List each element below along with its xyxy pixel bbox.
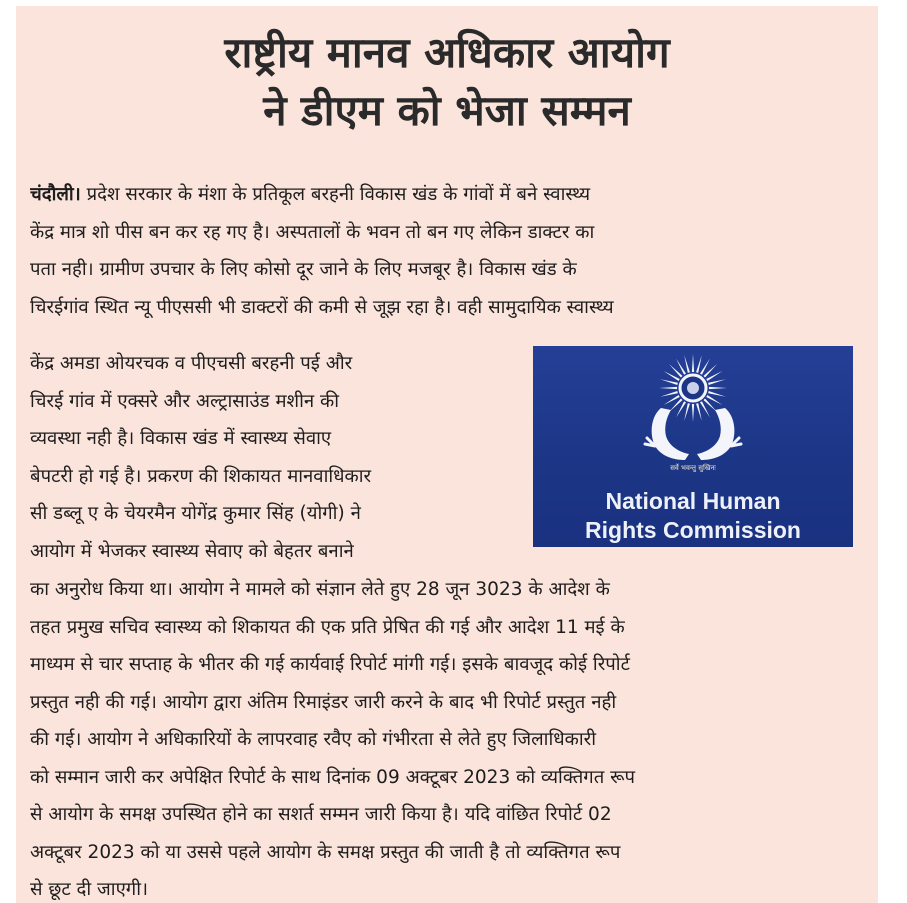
article-line: आयोग में भेजकर स्वास्थ्य सेवाए को बेहतर बनाने bbox=[30, 540, 354, 562]
sun-ray bbox=[708, 379, 726, 385]
article-paragraph-top bbox=[30, 176, 866, 326]
logo-name-line-2: Rights Commission bbox=[585, 517, 801, 543]
logo-name-line-1: National Human bbox=[605, 488, 781, 514]
sun-ray bbox=[696, 403, 702, 421]
newspaper-clipping bbox=[16, 6, 878, 903]
article-paragraph-wrapped bbox=[30, 345, 528, 570]
article-line: चिरई गांव में एक्सरे और अल्ट्रासाउंड मशीन की bbox=[30, 390, 340, 412]
sun-ray bbox=[708, 391, 726, 397]
article-line: बेपटरी हो गई है। प्रकरण की शिकायत मानवाधिकार bbox=[30, 465, 372, 487]
article-line: चिरईगांव स्थित न्यू पीएससी भी डाक्टरों की कमी से जूझ रहा है। वही सामुदायिक स्वास्थ्य bbox=[30, 296, 614, 318]
sun-ray bbox=[660, 391, 678, 397]
article-line: केंद्र अमडा ओयरचक व पीएचसी बरहनी पई और bbox=[30, 353, 353, 374]
article-line: पता नही। ग्रामीण उपचार के लिए कोसो दूर जाने के लिए मजबूर है। विकास खंड के bbox=[30, 259, 577, 280]
right-hand-icon bbox=[697, 408, 734, 460]
sun-ray bbox=[692, 354, 694, 372]
dateline: चंदौली। bbox=[30, 184, 81, 205]
left-hand-icon bbox=[652, 408, 689, 460]
article-line: की गई। आयोग ने अधिकारियों के लापरवाह रवैए को गंभीरता से लेते हुए जिलाधिकारी bbox=[30, 729, 596, 750]
article-line: व्यवस्था नही है। विकास खंड में स्वास्थ्य सेवाए bbox=[30, 428, 332, 449]
article-line: का अनुरोध किया था। आयोग ने मामले को संज्ञान लेते हुए 28 जून 3023 के आदेश के bbox=[30, 579, 610, 600]
sun-ray bbox=[659, 387, 677, 389]
article-line: से आयोग के समक्ष उपस्थित होने का सशर्त सम्मन जारी किया है। यदि वांछित रिपोर्ट 02 bbox=[30, 804, 612, 825]
article-line: चंदौली। प्रदेश सरकार के मंशा के प्रतिकूल बरहनी विकास खंड के गांवों में बने स्वास्थ्य bbox=[30, 184, 591, 205]
nhrc-motto: सर्वे भवन्तु सुखिनः bbox=[670, 464, 716, 472]
article-line: अक्टूबर 2023 को या उससे पहले आयोग के समक्ष प्रस्तुत की जाती है तो व्यक्तिगत रूप bbox=[30, 841, 621, 863]
article-line: को सम्मान जारी कर अपेक्षित रिपोर्ट के साथ दिनांक 09 अक्टूबर 2023 को व्यक्तिगत रूप bbox=[30, 766, 636, 788]
article-line: सी डब्लू ए के चेयरमैन योगेंद्र कुमार सिंह (योगी) ने bbox=[30, 503, 361, 524]
article-line: से छूट दी जाएगी। bbox=[30, 879, 149, 900]
article-line: माध्यम से चार सप्ताह के भीतर की गई कार्यवाई रिपोर्ट मांगी गई। इसके बावजूद कोई रिपोर्ट bbox=[30, 654, 630, 675]
article-line: तहत प्रमुख सचिव स्वास्थ्य को शिकायत की एक प्रति प्रेषित की गई और आदेश 11 मई के bbox=[30, 616, 625, 638]
sun-ray bbox=[660, 379, 678, 385]
article-line: केंद्र मात्र शो पीस बन कर रह गए है। अस्पतालों के भवन तो बन गए लेकिन डाक्टर का bbox=[30, 221, 595, 243]
article-line: प्रस्तुत नही की गई। आयोग द्वारा अंतिम रिमाइंडर जारी करने के बाद भी रिपोर्ट प्रस्तुत नही bbox=[30, 691, 617, 713]
sun-ray bbox=[692, 404, 694, 422]
sun-ray bbox=[696, 355, 702, 373]
headline-line-1: राष्ट्रीय मानव अधिकार आयोग bbox=[224, 28, 670, 77]
sun-ray bbox=[684, 355, 690, 373]
nhrc-logo-image bbox=[533, 346, 853, 547]
sun-ray bbox=[684, 403, 690, 421]
headline-line-2: ने डीएम को भेजा सम्मन bbox=[263, 86, 631, 135]
sun-core bbox=[687, 382, 699, 394]
sun-ray bbox=[709, 387, 727, 389]
headline bbox=[16, 24, 878, 140]
article-paragraph-bottom bbox=[30, 571, 866, 903]
